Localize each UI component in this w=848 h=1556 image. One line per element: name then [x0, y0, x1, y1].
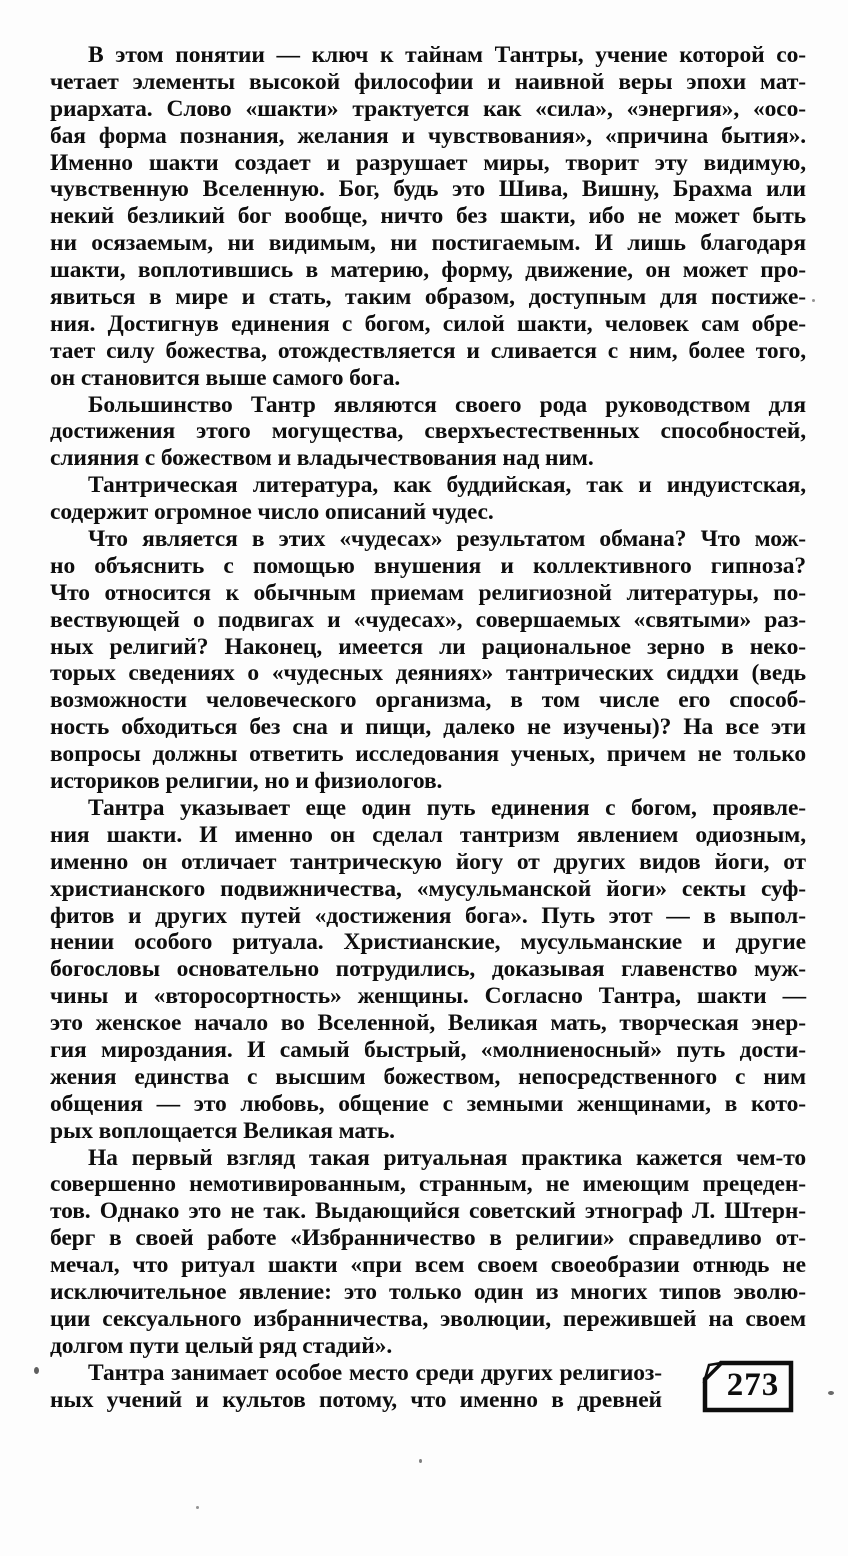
text-line: возможности человеческого организма, в том числе его способ- [50, 687, 806, 714]
page-number-badge [702, 1360, 794, 1413]
text-line: гия мироздания. И самый быстрый, «молниеносный» путь дости- [50, 1036, 806, 1063]
text-line: тов. Однако это не так. Выдающийся советский этнограф Л. Штерн- [50, 1198, 806, 1225]
text-line: Что является в этих «чудесах» результатом обмана? Что мож- [88, 526, 806, 553]
text-line: исключительное явление: это только один из многих типов эволю- [50, 1278, 806, 1305]
text-line: богословы основательно потрудились, доказывая главенство муж- [50, 956, 806, 983]
text-line: ность обходиться без сна и пищи, далеко не изучены)? На все эти [50, 714, 806, 741]
text-line: именно он отличает тантрическую йогу от других видов йоги, от [50, 848, 806, 875]
text-line: тает силу божества, отождествляется и сливается с ним, более того, [50, 337, 806, 364]
text-line: нении особого ритуала. Христианские, мусульманские и другие [50, 929, 806, 956]
text-line: бая форма познания, желания и чувствования», «причина бытия». [50, 122, 806, 149]
scan-speck [419, 1459, 422, 1463]
text-line: В этом понятии — ключ к тайнам Тантры, учение которой со- [88, 42, 806, 68]
text-line: Именно шакти создает и разрушает миры, творит эту видимую, [50, 149, 806, 176]
text-line: Тантра занимает особое место среди других религиоз- [88, 1359, 662, 1386]
scan-speck [828, 1391, 834, 1395]
text-line: мечал, что ритуал шакти «при всем своем своеобразии отнюдь не [50, 1252, 806, 1279]
paragraph-7 [50, 1360, 806, 1414]
text-line: ния. Достигнув единения с богом, силой шакти, человек сам обре- [50, 310, 806, 337]
text-line: фитов и других путей «достижения бога». Путь этот — в выпол- [50, 902, 806, 929]
text-line: Тантра указывает еще один путь единения с богом, проявле- [88, 794, 806, 821]
page-number: 273 [726, 1367, 780, 1403]
scan-speck [812, 299, 815, 302]
text-line: Большинство Тантр являются своего рода руководством для [88, 391, 806, 418]
text-line: совершенно немотивированным, странным, не имеющим прецеден- [50, 1171, 806, 1198]
text-line: Тантрическая литература, как буддийская, так и индуистская, [88, 472, 806, 499]
scan-speck [196, 1506, 199, 1509]
page-text [50, 42, 806, 1413]
text-line: христианского подвижничества, «мусульманской йоги» секты суф- [50, 875, 806, 902]
text-line: жения единства с высшим божеством, непосредственного с ним [50, 1063, 806, 1090]
paragraph-2 [50, 392, 806, 473]
text-line: ных учений и культов потому, что именно в древней [50, 1386, 662, 1413]
text-line: он становится выше самого бога. [50, 364, 401, 391]
text-line: ни осязаемым, ни видимым, ни постигаемым. И лишь благодаря [50, 230, 806, 257]
text-line: это женское начало во Вселенной, Великая мать, творческая энер- [50, 1010, 806, 1037]
paragraph-4 [50, 526, 806, 795]
paragraph-3 [50, 472, 806, 526]
text-line: ния шакти. И именно он сделал тантризм явлением одиозным, [50, 821, 806, 848]
text-line: Что относится к обычным приемам религиозной литературы, по- [50, 579, 806, 606]
text-line: вествующей о подвигах и «чудесах», совершаемых «святыми» раз- [50, 606, 806, 633]
text-line: слияния с божеством и владычествования над ним. [50, 445, 594, 472]
text-line: историков религии, но и физиологов. [50, 768, 443, 795]
text-line: шакти, воплотившись в материю, форму, движение, он может про- [50, 257, 806, 284]
paragraph-5 [50, 795, 806, 1145]
text-line: берг в своей работе «Избранничество в религии» справедливо от- [50, 1225, 806, 1252]
text-line: торых сведениях о «чудесных деяниях» тантрических сиддхи (ведь [50, 660, 806, 687]
text-line: вопросы должны ответить исследования ученых, причем не только [50, 741, 806, 768]
paragraph-6 [50, 1145, 806, 1360]
text-line: На первый взгляд такая ритуальная практика кажется чем-то [88, 1144, 806, 1171]
text-line: содержит огромное число описаний чудес. [50, 499, 494, 526]
text-line: общения — это любовь, общение с земными женщинами, в кото- [50, 1090, 806, 1117]
text-line: чины и «второсортность» женщины. Согласно Тантра, шакти — [50, 983, 806, 1010]
text-line: достижения этого могущества, сверхъестественных способностей, [50, 418, 806, 445]
text-line: рых воплощается Великая мать. [50, 1117, 395, 1144]
paragraph-1 [50, 42, 806, 392]
text-line: но объяснить с помощью внушения и коллективного гипноза? [50, 552, 806, 579]
text-line: чувственную Вселенную. Бог, будь это Шива, Вишну, Брахма или [50, 176, 806, 203]
text-line: четает элементы высокой философии и наивной веры эпохи мат- [50, 68, 806, 95]
scan-speck [34, 1367, 39, 1374]
text-line: ных религий? Наконец, имеется ли рациональное зерно в неко- [50, 633, 806, 660]
text-line: явиться в мире и стать, таким образом, доступным для постиже- [50, 284, 806, 311]
text-line: долгом пути целый ряд стадий». [50, 1332, 393, 1359]
text-line: ции сексуального избранничества, эволюции, пережившей на своем [50, 1305, 806, 1332]
text-line: риархата. Слово «шакти» трактуется как «сила», «энергия», «осо- [50, 95, 806, 122]
text-line: некий безликий бог вообще, ничто без шакти, ибо не может быть [50, 203, 806, 230]
